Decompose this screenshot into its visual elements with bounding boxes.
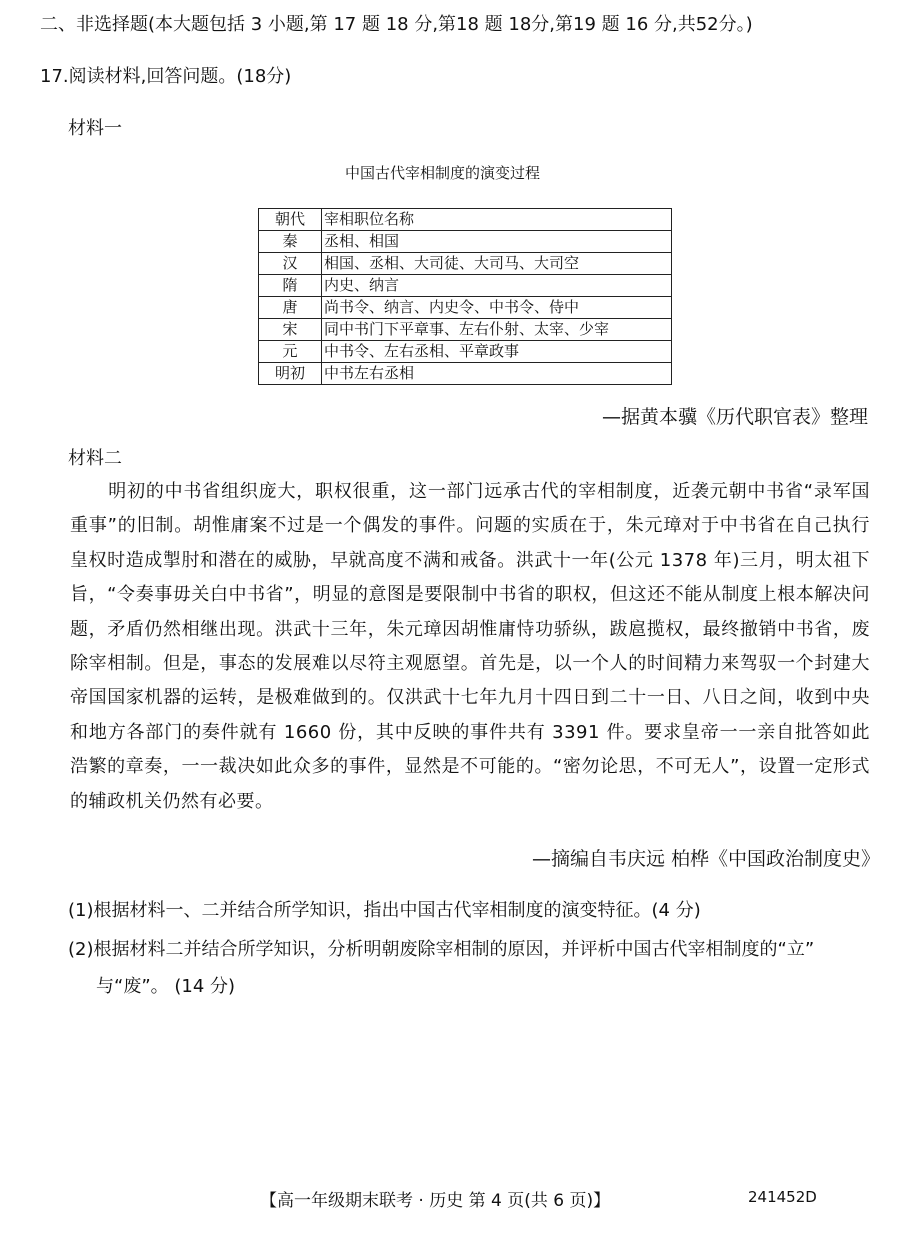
table-header-title: 宰相职位名称 bbox=[322, 209, 672, 231]
material2-passage bbox=[70, 475, 870, 819]
chancellor-table bbox=[258, 208, 672, 385]
table-cell-titles: 中书令、左右丞相、平章政事 bbox=[322, 341, 672, 363]
table-cell-titles: 同中书门下平章事、左右仆射、太宰、少宰 bbox=[322, 319, 672, 341]
table-cell-dynasty: 宋 bbox=[259, 319, 322, 341]
exam-code: 241452D bbox=[748, 1188, 817, 1206]
material2-label: 材料二 bbox=[68, 448, 122, 469]
table-cell-dynasty: 汉 bbox=[259, 253, 322, 275]
subquestion-2-line1: (2)根据材料二并结合所学知识，分析明朝废除宰相制的原因，并评析中国古代宰相制度的“立” bbox=[68, 939, 815, 960]
table-cell-titles: 尚书令、纳言、内史令、中书令、侍中 bbox=[322, 297, 672, 319]
material2-source: —摘编自韦庆远 柏桦《中国政治制度史》 bbox=[531, 848, 880, 870]
table-row bbox=[259, 275, 672, 297]
table-row bbox=[259, 363, 672, 385]
table-row bbox=[259, 231, 672, 253]
section-header: 二、非选择题(本大题包括 3 小题,第 17 题 18 分,第18 题 18分,第19 题 16 分,共52分。) bbox=[40, 14, 753, 35]
table-cell-dynasty: 明初 bbox=[259, 363, 322, 385]
page-footer: 【高一年级期末联考 · 历史 第 4 页(共 6 页)】 bbox=[260, 1191, 611, 1211]
table-header-dynasty: 朝代 bbox=[259, 209, 322, 231]
table-cell-dynasty: 元 bbox=[259, 341, 322, 363]
material1-source: —据黄本骥《历代职官表》整理 bbox=[601, 406, 868, 428]
question-title: 17.阅读材料,回答问题。(18分) bbox=[40, 66, 292, 87]
table-row bbox=[259, 253, 672, 275]
material2-passage-text: 明初的中书省组织庞大，职权很重，这一部门远承古代的宰相制度，近袭元朝中书省“录军国重事”的旧制。胡惟庸案不过是一个偶发的事件。问题的实质在于，朱元璋对于中书省在自己执行皇权时造成掣肘和潜在的威胁，早就高度不满和戒备。洪武十一年(公元 1378 年)三月，明太祖下旨，“令奏事毋关白中书省”，明显的意图是要限制中书省的职权，但这还不能从制度上根本解决问题，矛盾仍然相继出现。洪武十三年，朱元璋因胡惟庸恃功骄纵，跋扈揽权，最终撤销中书省，废除宰相制。但是，事态的发展难以尽符主观愿望。首先是，以一个人的时间精力来驾驭一个封建大帝国国家机器的运转，是极难做到的。仅洪武十七年九月十四日到二十一日、八日之间，收到中央和地方各部门的奏件就有 1660 份，其中反映的事件共有 3391 件。要求皇帝一一亲自批答如此浩繁的章奏，一一裁决如此众多的事件，显然是不可能的。“密勿论思，不可无人”，设置一定形式的辅政机关仍然有必要。 bbox=[70, 481, 870, 812]
table-cell-titles: 中书左右丞相 bbox=[322, 363, 672, 385]
table-cell-dynasty: 秦 bbox=[259, 231, 322, 253]
table-cell-dynasty: 唐 bbox=[259, 297, 322, 319]
table-cell-dynasty: 隋 bbox=[259, 275, 322, 297]
table-cell-titles: 内史、纳言 bbox=[322, 275, 672, 297]
table-header-row bbox=[259, 209, 672, 231]
table-row bbox=[259, 319, 672, 341]
subquestion-2-line2: 与“废”。 (14 分) bbox=[96, 976, 236, 997]
table-cell-titles: 相国、丞相、大司徒、大司马、大司空 bbox=[322, 253, 672, 275]
table-row bbox=[259, 341, 672, 363]
subquestion-1: (1)根据材料一、二并结合所学知识，指出中国古代宰相制度的演变特征。(4 分) bbox=[68, 900, 701, 921]
table-cell-titles: 丞相、相国 bbox=[322, 231, 672, 253]
table-caption: 中国古代宰相制度的演变过程 bbox=[345, 164, 541, 182]
material1-label: 材料一 bbox=[68, 118, 122, 139]
table-row bbox=[259, 297, 672, 319]
